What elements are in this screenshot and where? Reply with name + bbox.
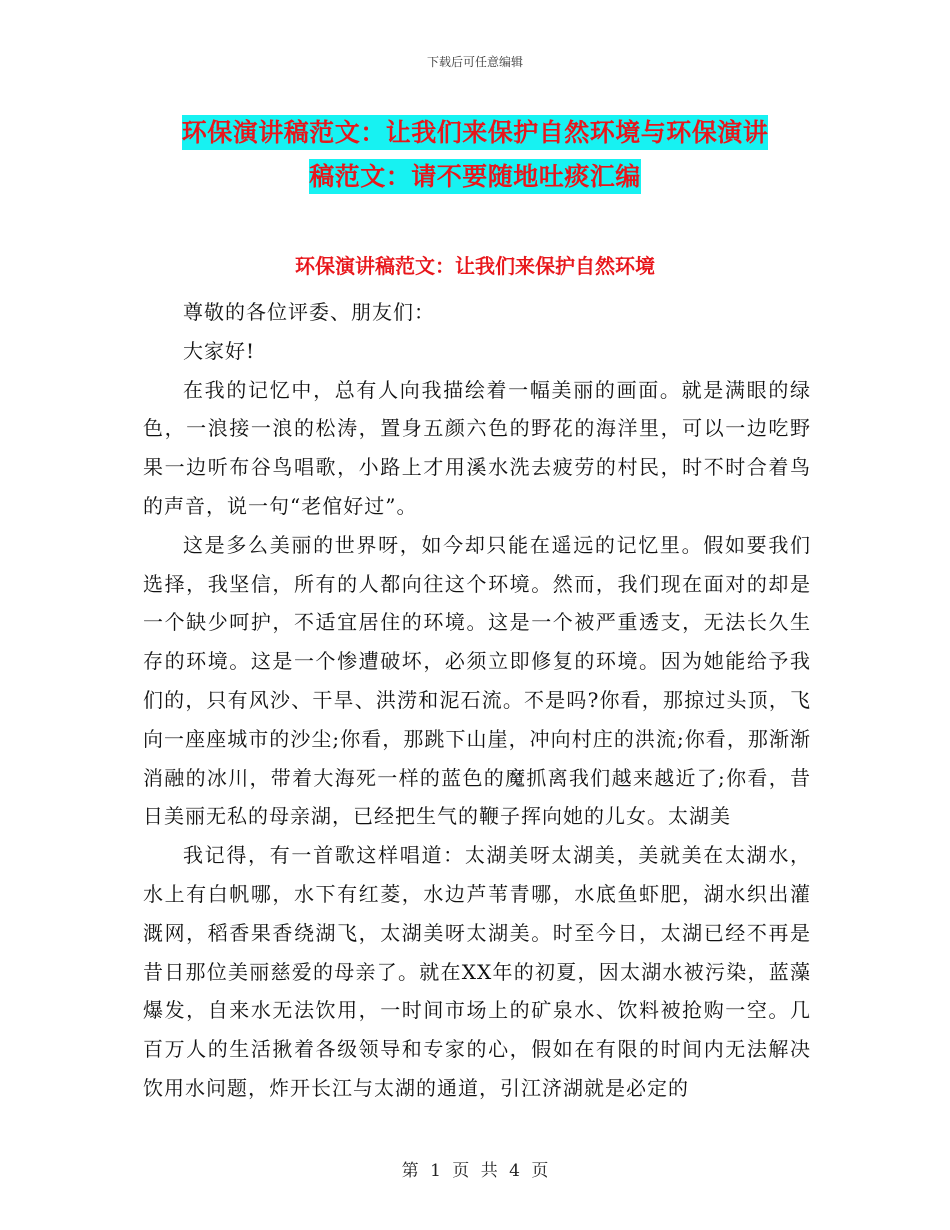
section-title: 环保演讲稿范文：让我们来保护自然环境 <box>295 254 655 278</box>
header-note: 下载后可任意编辑 <box>426 55 523 69</box>
page-prefix: 第 <box>401 1161 419 1181</box>
main-title-line-1 <box>0 113 950 149</box>
page-mid: 页 <box>452 1161 470 1181</box>
document-body <box>143 293 811 1108</box>
page-total: 4 <box>509 1161 520 1181</box>
page-current: 1 <box>430 1161 441 1181</box>
page-suffix: 页 <box>531 1161 549 1181</box>
page-total-prefix: 共 <box>480 1161 498 1181</box>
main-title-line-2 <box>0 157 950 193</box>
paragraph-taihu: 我记得，有一首歌这样唱道：太湖美呀太湖美，美就美在太湖水，水上有白帆哪，水下有红菱，水边芦苇青哪，水底鱼虾肥，湖水织出灌溉网，稻香果香绕湖飞，太湖美呀太湖美。时至今日，太湖已经不再是昔日那位美丽慈爱的母亲了。就在XX年的初夏，因太湖水被污染，蓝藻爆发，自来水无法饮用，一时间市场上的矿泉水、饮料被抢购一空。几百万人的生活揪着各级领导和专家的心，假如在有限的时间内无法解决饮用水问题，炸开长江与太湖的通道，引江济湖就是必定的 <box>143 843 811 1100</box>
paragraph-environment: 这是多么美丽的世界呀，如今却只能在遥远的记忆里。假如要我们选择，我坚信，所有的人都向往这个环境。然而，我们现在面对的却是一个缺少呵护，不适宜居住的环境。这是一个被严重透支，无法长久生存的环境。这是一个惨遭破坏，必须立即修复的环境。因为她能给予我们的，只有风沙、干旱、洪涝和泥石流。不是吗?你看，那掠过头顶，飞向一座座城市的沙尘;你看，那跳下山崖，冲向村庄的洪流;你看，那渐渐消融的冰川，带着大海死一样的蓝色的魔抓离我们越来越近了;你看，昔日美丽无私的母亲湖，已经把生气的鞭子挥向她的儿女。太湖美 <box>143 532 811 829</box>
main-title-line-1-text: 环保演讲稿范文：让我们来保护自然环境与环保演讲 <box>182 115 769 150</box>
salutation: 尊敬的各位评委、朋友们： <box>183 300 435 324</box>
paragraph-memory: 在我的记忆中，总有人向我描绘着一幅美丽的画面。就是满眼的绿色，一浪接一浪的松涛，置身五颜六色的野花的海洋里，可以一边吃野果一边听布谷鸟唱歌，小路上才用溪水洗去疲劳的村民，时不时合着鸟的声音，说一句“老倌好过”。 <box>143 377 811 518</box>
greeting: 大家好! <box>183 338 256 363</box>
page-footer <box>0 1156 950 1181</box>
main-title-line-2-text: 稿范文：请不要随地吐痰汇编 <box>309 159 641 194</box>
